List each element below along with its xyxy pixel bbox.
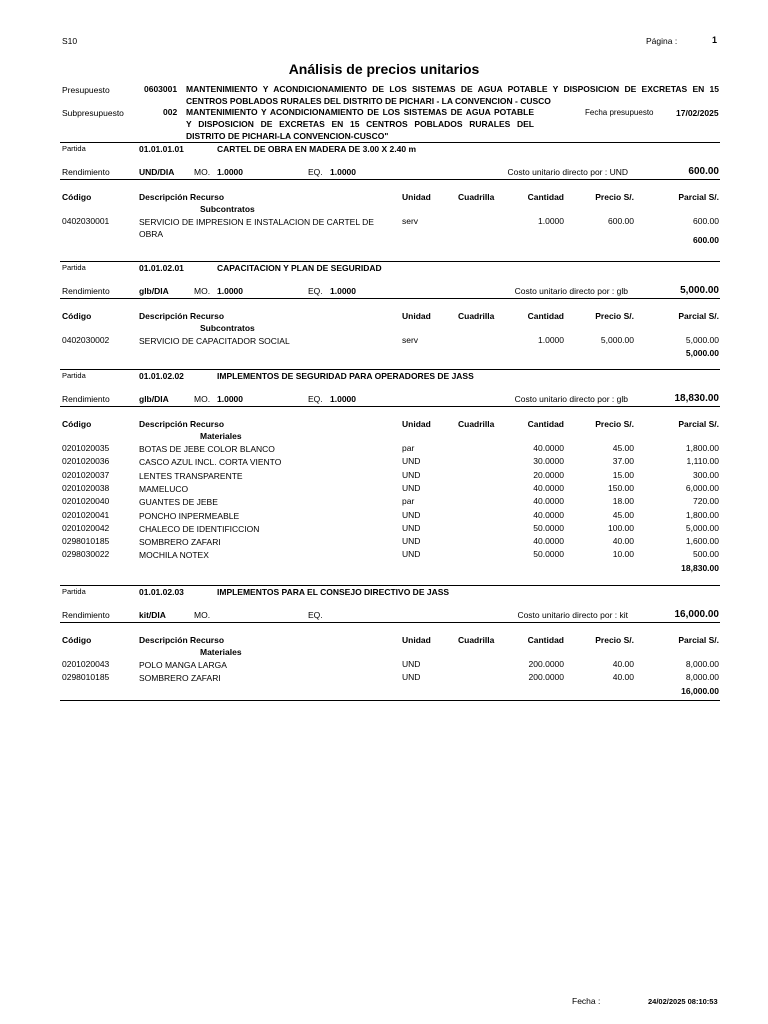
rendimiento-unit: glb/DIA bbox=[139, 394, 169, 404]
item-unit: UND bbox=[402, 549, 421, 560]
partida-divider bbox=[60, 142, 720, 143]
item-description: POLO MANGA LARGA bbox=[139, 660, 227, 670]
item-code: 0298010185 bbox=[62, 536, 110, 547]
item-unit: serv bbox=[402, 335, 419, 345]
footer-fecha: 24/02/2025 08:10:53 bbox=[648, 997, 718, 1006]
item-unit: serv bbox=[402, 216, 419, 226]
partida-label: Partida bbox=[62, 144, 86, 153]
item-partial: 720.00 bbox=[693, 496, 719, 507]
col-codigo: Código bbox=[62, 419, 92, 429]
item-description: MAMELUCO bbox=[139, 483, 189, 494]
item-description: BOTAS DE JEBE COLOR BLANCO bbox=[139, 444, 275, 454]
subpresupuesto-label: Subpresupuesto bbox=[62, 108, 124, 118]
partida-divider bbox=[60, 261, 720, 262]
item-quantity: 1.0000 bbox=[538, 216, 564, 226]
mo-label: MO. bbox=[194, 286, 211, 296]
col-codigo: Código bbox=[62, 311, 92, 321]
partida-code: 01.01.02.03 bbox=[139, 587, 184, 597]
partida-label: Partida bbox=[62, 263, 86, 272]
partida-name: IMPLEMENTOS DE SEGURIDAD PARA OPERADORES DE JASS bbox=[217, 371, 474, 381]
col-parcial: Parcial S/. bbox=[678, 635, 719, 645]
costo-value: 16,000.00 bbox=[674, 609, 719, 620]
rendimiento-unit: UND/DIA bbox=[139, 167, 175, 177]
item-unit: UND bbox=[402, 522, 421, 533]
eq-value: 1.0000 bbox=[330, 286, 356, 296]
item-unit: UND bbox=[402, 672, 421, 683]
col-cuadrilla: Cuadrilla bbox=[458, 419, 495, 429]
item-description: CASCO AZUL INCL. CORTA VIENTO bbox=[139, 457, 282, 468]
item-unit: UND bbox=[402, 469, 421, 480]
item-description: SERVICIO DE IMPRESION E INSTALACION DE CARTEL DE OBRA bbox=[139, 217, 374, 239]
item-price: 10.00 bbox=[612, 549, 634, 560]
col-parcial: Parcial S/. bbox=[678, 419, 719, 429]
item-price: 40.00 bbox=[612, 536, 634, 547]
item-price: 40.00 bbox=[612, 659, 634, 669]
item-description: CHALECO DE IDENTIFICCION bbox=[139, 523, 260, 534]
col-descripcion: Descripción Recurso bbox=[139, 192, 225, 202]
item-price: 45.00 bbox=[612, 443, 634, 453]
item-partial: 1,800.00 bbox=[685, 509, 719, 520]
presupuesto-line1: MANTENIMIENTO Y ACONDICIONAMIENTO DE LOS SISTEMAS DE AGUA POTABLE Y DISPOSICION DE EXCRETAS EN 15 bbox=[186, 84, 719, 94]
col-codigo: Código bbox=[62, 635, 92, 645]
item-description: MOCHILA NOTEX bbox=[139, 550, 209, 561]
item-partial: 500.00 bbox=[693, 549, 719, 560]
item-code: 0298010185 bbox=[62, 672, 110, 683]
item-partial: 5,000.00 bbox=[685, 522, 719, 533]
rendimiento-label: Rendimiento bbox=[62, 286, 110, 296]
costo-value: 600.00 bbox=[688, 166, 719, 177]
eq-value: 1.0000 bbox=[330, 167, 356, 177]
item-code: 0201020042 bbox=[62, 522, 110, 533]
item-quantity: 1.0000 bbox=[538, 335, 564, 345]
mo-value: 1.0000 bbox=[217, 394, 243, 404]
group-label: Materiales bbox=[200, 431, 242, 441]
item-code: 0201020038 bbox=[62, 482, 110, 493]
item-partial: 1,110.00 bbox=[686, 456, 719, 467]
item-unit: UND bbox=[402, 456, 421, 467]
col-precio: Precio S/. bbox=[595, 419, 634, 429]
fecha-presupuesto: 17/02/2025 bbox=[676, 108, 719, 118]
rendimiento-label: Rendimiento bbox=[62, 610, 110, 620]
app-name: S10 bbox=[62, 36, 78, 46]
item-code: 0201020041 bbox=[62, 509, 110, 520]
item-quantity: 200.0000 bbox=[528, 659, 564, 669]
subpresupuesto-line3: DISTRITO DE PICHARI-LA CONVENCION-CUSCO" bbox=[186, 131, 389, 141]
item-partial: 8,000.00 bbox=[685, 672, 719, 683]
partida-name: CAPACITACION Y PLAN DE SEGURIDAD bbox=[217, 263, 382, 273]
item-quantity: 40.0000 bbox=[533, 443, 564, 453]
partida-name: IMPLEMENTOS PARA EL CONSEJO DIRECTIVO DE JASS bbox=[217, 587, 450, 597]
col-cantidad: Cantidad bbox=[527, 311, 564, 321]
page-label: Página : bbox=[646, 36, 678, 46]
item-code: 0201020035 bbox=[62, 443, 110, 453]
partida-subtotal: 18,830.00 bbox=[681, 562, 719, 573]
eq-label: EQ. bbox=[308, 286, 323, 296]
group-label: Materiales bbox=[200, 647, 242, 657]
item-quantity: 200.0000 bbox=[528, 672, 564, 683]
item-partial: 300.00 bbox=[693, 469, 719, 480]
presupuesto-code: 0603001 bbox=[144, 84, 178, 94]
footer-fecha-label: Fecha : bbox=[572, 996, 601, 1006]
item-unit: UND bbox=[402, 659, 421, 669]
partida-subtotal: 600.00 bbox=[693, 235, 719, 245]
item-quantity: 50.0000 bbox=[533, 549, 564, 560]
partida-divider bbox=[60, 585, 720, 586]
group-label: Subcontratos bbox=[200, 204, 255, 214]
partida-name: CARTEL DE OBRA EN MADERA DE 3.00 X 2.40 m bbox=[217, 144, 417, 154]
col-cantidad: Cantidad bbox=[527, 419, 564, 429]
col-unidad: Unidad bbox=[402, 311, 431, 321]
item-price: 150.00 bbox=[608, 482, 634, 493]
partida-subtotal: 5,000.00 bbox=[685, 348, 719, 359]
item-unit: par bbox=[402, 443, 415, 453]
item-price: 5,000.00 bbox=[600, 335, 634, 345]
item-quantity: 20.0000 bbox=[533, 469, 564, 480]
partida-code: 01.01.02.01 bbox=[139, 263, 184, 273]
subpresupuesto-line1: MANTENIMIENTO Y ACONDICIONAMIENTO DE LOS SISTEMAS DE AGUA POTABLE bbox=[186, 107, 534, 117]
page-number: 1 bbox=[712, 35, 718, 45]
col-precio: Precio S/. bbox=[595, 311, 634, 321]
eq-value: 1.0000 bbox=[330, 394, 356, 404]
end-divider bbox=[60, 700, 720, 701]
col-unidad: Unidad bbox=[402, 419, 431, 429]
item-price: 600.00 bbox=[608, 216, 634, 226]
rendimiento-label: Rendimiento bbox=[62, 167, 110, 177]
item-code: 0402030001 bbox=[62, 216, 110, 226]
subpresupuesto-line2: Y DISPOSICION DE EXCRETAS EN 15 CENTROS POBLADOS RURALES DEL bbox=[186, 119, 534, 129]
presupuesto-line2: CENTROS POBLADOS RURALES DEL DISTRITO DE PICHARI - LA CONVENCION - CUSCO bbox=[186, 96, 551, 106]
eq-label: EQ. bbox=[308, 610, 323, 620]
item-price: 40.00 bbox=[612, 672, 634, 683]
eq-label: EQ. bbox=[308, 394, 323, 404]
item-partial: 1,800.00 bbox=[685, 443, 719, 453]
col-cantidad: Cantidad bbox=[527, 192, 564, 202]
item-unit: par bbox=[402, 496, 415, 507]
partida-subtotal: 16,000.00 bbox=[681, 685, 719, 696]
item-description: LENTES TRANSPARENTE bbox=[139, 470, 243, 481]
item-price: 45.00 bbox=[612, 509, 634, 520]
presupuesto-label: Presupuesto bbox=[62, 85, 110, 95]
mo-label: MO. bbox=[194, 610, 211, 620]
item-unit: UND bbox=[402, 482, 421, 493]
costo-label: Costo unitario directo por : kit bbox=[517, 610, 628, 620]
item-price: 18.00 bbox=[612, 496, 634, 507]
col-unidad: Unidad bbox=[402, 192, 431, 202]
item-quantity: 30.0000 bbox=[533, 456, 564, 467]
mo-value: 1.0000 bbox=[217, 286, 243, 296]
partida-divider bbox=[60, 369, 720, 370]
col-codigo: Código bbox=[62, 192, 92, 202]
item-code: 0201020040 bbox=[62, 496, 110, 507]
item-quantity: 40.0000 bbox=[533, 509, 564, 520]
item-quantity: 40.0000 bbox=[533, 536, 564, 547]
col-cuadrilla: Cuadrilla bbox=[458, 635, 495, 645]
item-price: 15.00 bbox=[612, 469, 634, 480]
costo-value: 18,830.00 bbox=[674, 393, 719, 404]
costo-value: 5,000.00 bbox=[680, 285, 719, 296]
col-precio: Precio S/. bbox=[595, 192, 634, 202]
rendimiento-divider bbox=[60, 406, 720, 407]
item-price: 100.00 bbox=[608, 522, 634, 533]
col-cuadrilla: Cuadrilla bbox=[458, 311, 495, 321]
item-code: 0201020037 bbox=[62, 469, 110, 480]
item-partial: 8,000.00 bbox=[685, 659, 719, 669]
item-unit: UND bbox=[402, 536, 421, 547]
col-descripcion: Descripción Recurso bbox=[139, 635, 225, 645]
fecha-presupuesto-label: Fecha presupuesto bbox=[585, 108, 654, 117]
costo-label: Costo unitario directo por : glb bbox=[514, 286, 628, 296]
rendimiento-divider bbox=[60, 622, 720, 623]
rendimiento-label: Rendimiento bbox=[62, 394, 110, 404]
partida-label: Partida bbox=[62, 371, 86, 380]
col-descripcion: Descripción Recurso bbox=[139, 419, 225, 429]
partida-code: 01.01.02.02 bbox=[139, 371, 184, 381]
eq-label: EQ. bbox=[308, 167, 323, 177]
rendimiento-unit: glb/DIA bbox=[139, 286, 169, 296]
item-partial: 1,600.00 bbox=[685, 536, 719, 547]
col-parcial: Parcial S/. bbox=[678, 311, 719, 321]
col-descripcion: Descripción Recurso bbox=[139, 311, 225, 321]
costo-label: Costo unitario directo por : glb bbox=[514, 394, 628, 404]
partida-label: Partida bbox=[62, 587, 86, 596]
item-description: GUANTES DE JEBE bbox=[139, 497, 218, 508]
mo-value: 1.0000 bbox=[217, 167, 243, 177]
item-code: 0402030002 bbox=[62, 335, 110, 345]
item-partial: 5,000.00 bbox=[685, 335, 719, 345]
rendimiento-divider bbox=[60, 298, 720, 299]
col-parcial: Parcial S/. bbox=[678, 192, 719, 202]
item-code: 0201020036 bbox=[62, 456, 110, 467]
item-quantity: 50.0000 bbox=[533, 522, 564, 533]
item-price: 37.00 bbox=[612, 456, 634, 467]
item-description: SERVICIO DE CAPACITADOR SOCIAL bbox=[139, 336, 290, 346]
col-precio: Precio S/. bbox=[595, 635, 634, 645]
item-unit: UND bbox=[402, 509, 421, 520]
mo-label: MO. bbox=[194, 394, 211, 404]
rendimiento-unit: kit/DIA bbox=[139, 610, 166, 620]
mo-label: MO. bbox=[194, 167, 211, 177]
item-quantity: 40.0000 bbox=[533, 482, 564, 493]
col-cantidad: Cantidad bbox=[527, 635, 564, 645]
col-cuadrilla: Cuadrilla bbox=[458, 192, 495, 202]
partida-code: 01.01.01.01 bbox=[139, 144, 184, 154]
col-unidad: Unidad bbox=[402, 635, 431, 645]
item-description: SOMBRERO ZAFARI bbox=[139, 537, 221, 548]
subpresupuesto-code: 002 bbox=[163, 107, 178, 117]
item-description: PONCHO INPERMEABLE bbox=[139, 510, 240, 521]
item-description: SOMBRERO ZAFARI bbox=[139, 673, 221, 684]
group-label: Subcontratos bbox=[200, 323, 255, 333]
costo-label: Costo unitario directo por : UND bbox=[507, 167, 628, 177]
page-title: Análisis de precios unitarios bbox=[288, 61, 480, 77]
item-code: 0201020043 bbox=[62, 659, 110, 669]
item-quantity: 40.0000 bbox=[533, 496, 564, 507]
item-partial: 6,000.00 bbox=[685, 482, 719, 493]
item-code: 0298030022 bbox=[62, 549, 110, 560]
item-partial: 600.00 bbox=[693, 216, 719, 226]
rendimiento-divider bbox=[60, 179, 720, 180]
